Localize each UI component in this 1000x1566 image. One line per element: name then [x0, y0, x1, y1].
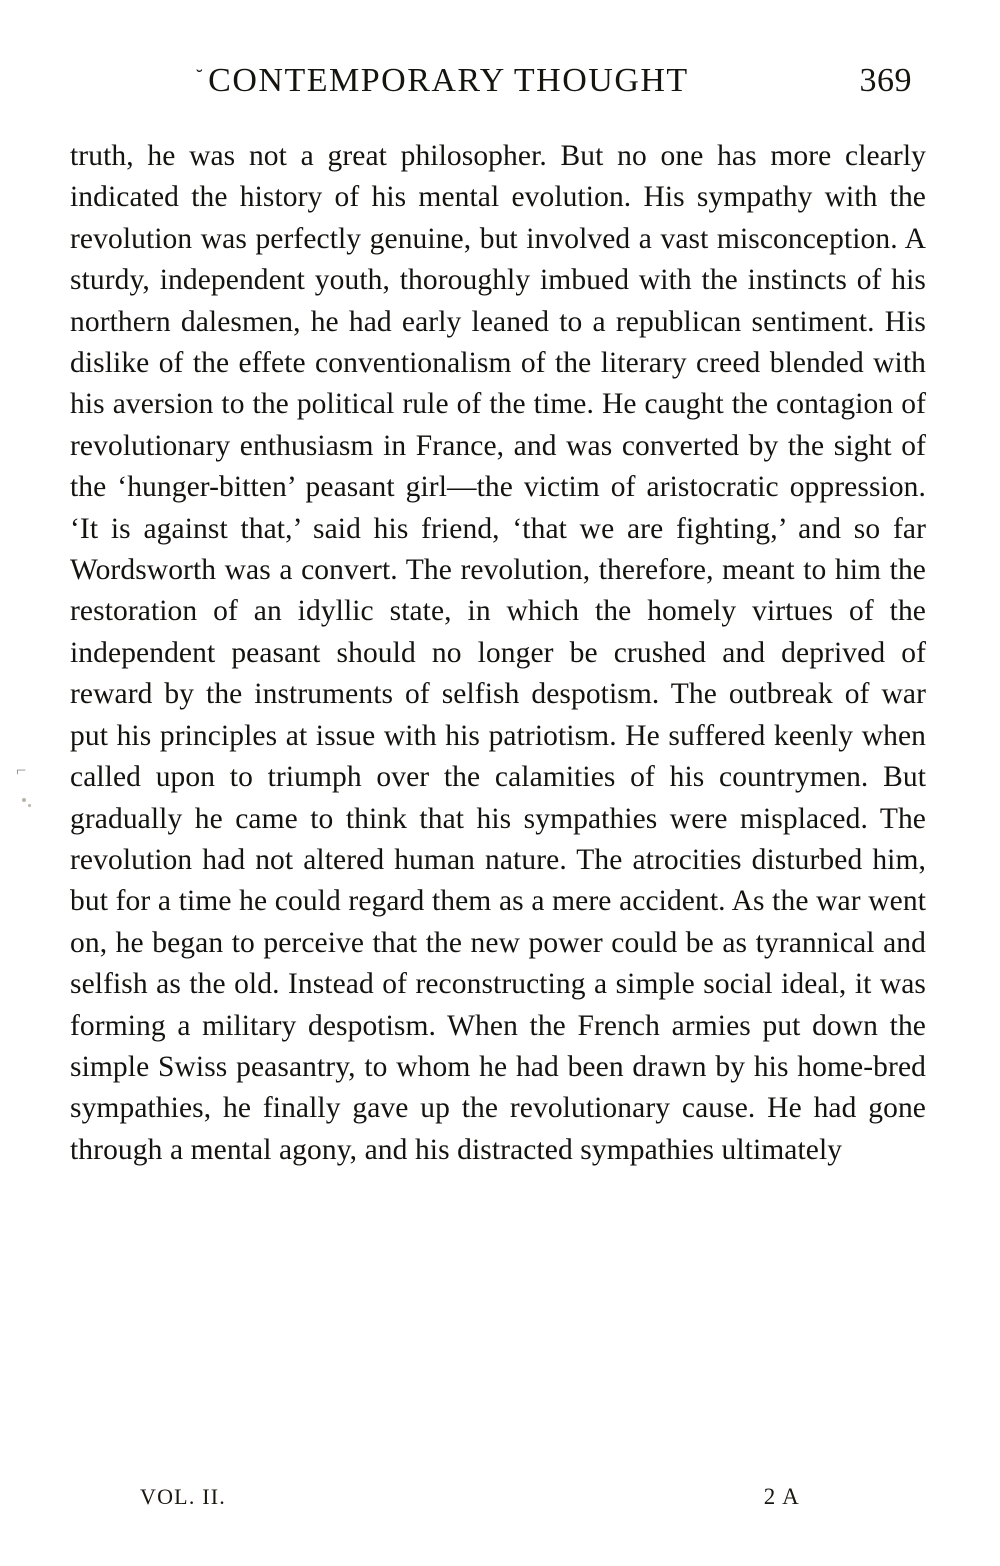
signature-mark: 2 A [763, 1484, 800, 1509]
page-speck [22, 798, 26, 802]
running-head-title: ˘ CONTEMPORARY THOUGHT [70, 62, 689, 100]
page-footer [140, 1484, 930, 1510]
body-paragraph: truth, he was not a great philosopher. But no one has more clearly indicated the history of his mental evolution. His sympathy with the revolution was perfectly genuine, but involved a vast misconception. A sturdy, independent youth, thoroughly imbued with the instincts of his northern dalesmen, he had early leaned to a republican sentiment. His dislike of the effete conventionalism of the literary creed blended with his aversion to the political rule of the time. He caught the contagion of revolutionary enthusiasm in France, and was converted by the sight of the ‘hunger-bitten’ peasant girl—the victim of aristocratic oppression. ‘It is against that,’ said his friend, ‘that we are fighting,’ and so far Wordsworth was a convert. The revolution, therefore, meant to him the restoration of an idyllic state, in which the homely virtues of the independent peasant should no longer be crushed and deprived of reward by the instruments of selfish despotism. The outbreak of war put his principles at issue with his patriotism. He suffered keenly when called upon to triumph over the calamities of his countrymen. But gradually he came to think that his sympathies were misplaced. The revolution had not altered human nature. The atrocities disturbed him, but for a time he could regard them as a mere accident. As the war went on, he began to perceive that the new power could be as tyrannical and selfish as the old. Instead of reconstructing a simple social ideal, it was forming a military despotism. When the French armies put down the simple Swiss peasantry, to whom he had been drawn by his home-bred sympathies, he finally gave up the revolutionary cause. He had gone through a mental agony, and his distracted sympathies ultimately [70, 140, 926, 1166]
volume-label: VOL. II. [140, 1484, 226, 1509]
page-speck [28, 804, 31, 807]
page-number: 369 [859, 62, 912, 99]
body-text-block [70, 136, 926, 1171]
page-header [70, 62, 930, 112]
margin-mark-glyph: ⌐ [16, 760, 27, 780]
